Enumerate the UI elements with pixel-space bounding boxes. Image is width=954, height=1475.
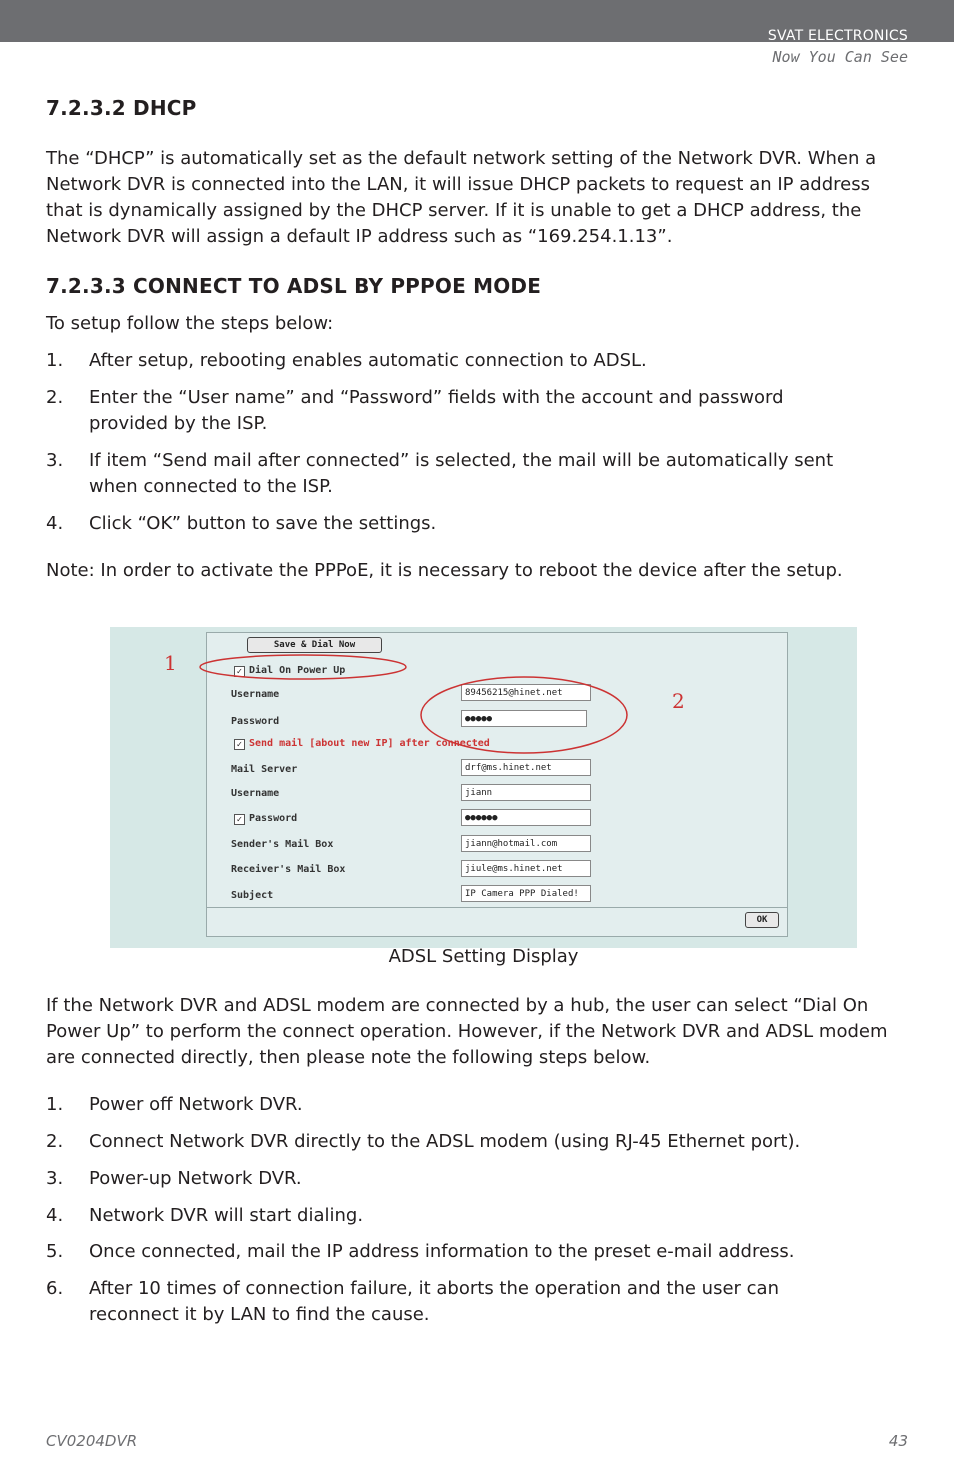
footer-model: CV0204DVR [46, 1432, 138, 1450]
list-text: Power-up Network DVR. [89, 1168, 302, 1189]
list-text: If item “Send mail after connected” is selected, the mail will be automatically sent when connected to the ISP. [89, 450, 834, 497]
mail-password-field[interactable]: ●●●●●● [461, 809, 591, 826]
ellipse-marker-1 [200, 655, 406, 679]
list-text: After setup, rebooting enables automatic connection to ADSL. [89, 350, 647, 371]
list-item [46, 1092, 846, 1118]
list-text: After 10 times of connection failure, it aborts the operation and the user can reconnect it by LAN to find the cause. [89, 1278, 779, 1325]
mail-username-field[interactable]: jiann [461, 784, 591, 801]
list-item [46, 1276, 826, 1328]
mail-server-label: Mail Server [231, 764, 298, 775]
pppoe-intro: To setup follow the steps below: [46, 313, 334, 334]
hub-paragraph: If the Network DVR and ADSL modem are connected by a hub, the user can select “Dial On Power Up” to perform the connect operation. However, if the Network DVR and ADSL modem are connected directly, then please note the following steps below. [46, 995, 888, 1068]
list-text: Once connected, mail the IP address information to the preset e-mail address. [89, 1241, 795, 1262]
list-number: 2. [46, 1131, 64, 1152]
sender-label: Sender's Mail Box [231, 839, 334, 850]
receiver-label: Receiver's Mail Box [231, 864, 346, 875]
dhcp-paragraph: The “DHCP” is automatically set as the default network setting of the Network DVR. When a Network DVR is connected into the LAN, it will issue DHCP packets to request an IP address that is dynamically assigned by the DHCP server. If it is unable to get a DHCP address, the Network DVR will assign a default IP address such as “169.254.1.13”. [46, 148, 877, 247]
list-item [46, 1129, 846, 1155]
list-number: 1. [46, 350, 64, 371]
dial-on-power-up-checkbox[interactable]: ✓ [234, 666, 245, 677]
mail-username-label: Username [231, 788, 280, 799]
list-item [46, 1239, 846, 1265]
annotation-ellipses [110, 627, 857, 948]
list-number: 5. [46, 1241, 64, 1262]
subject-field[interactable]: IP Camera PPP Dialed! [461, 885, 591, 902]
marker-2: 2 [672, 689, 685, 713]
note-paragraph: Note: In order to activate the PPPoE, it is necessary to reboot the device after the setup. [46, 560, 843, 581]
list-text: Click “OK” button to save the settings. [89, 513, 437, 534]
ellipse-marker-2 [421, 677, 627, 753]
brand-tagline: Now You Can See [772, 48, 908, 66]
sender-field[interactable]: jiann@hotmail.com [461, 835, 591, 852]
list-item [46, 348, 846, 374]
mail-server-field[interactable]: drf@ms.hinet.net [461, 759, 591, 776]
send-mail-checkbox[interactable]: ✓ [234, 739, 245, 750]
subject-label: Subject [231, 890, 274, 901]
list-number: 2. [46, 387, 64, 408]
list-item [46, 1203, 846, 1229]
list-item [46, 511, 846, 537]
list-number: 4. [46, 1205, 64, 1226]
username-field[interactable]: 89456215@hinet.net [461, 684, 591, 701]
list-text: Connect Network DVR directly to the ADSL modem (using RJ-45 Ethernet port). [89, 1131, 801, 1152]
save-dial-button[interactable]: Save & Dial Now [247, 637, 382, 653]
list-text: Enter the “User name” and “Password” fields with the account and password provided by the ISP. [89, 387, 784, 434]
list-text: Network DVR will start dialing. [89, 1205, 364, 1226]
username-label: Username [231, 689, 280, 700]
list-number: 4. [46, 513, 64, 534]
marker-1: 1 [164, 651, 177, 675]
page-number: 43 [888, 1432, 908, 1450]
list-number: 3. [46, 1168, 64, 1189]
list-number: 1. [46, 1094, 64, 1115]
mail-password-checkbox[interactable]: ✓ [234, 814, 245, 825]
list-number: 3. [46, 450, 64, 471]
send-mail-label: Send mail [about new IP] after connected [249, 738, 490, 749]
ok-button[interactable]: OK [745, 912, 779, 928]
list-text: Power off Network DVR. [89, 1094, 303, 1115]
list-item [46, 385, 826, 437]
brand-name: SVAT ELECTRONICS [767, 28, 908, 44]
dhcp-heading: 7.2.3.2 DHCP [46, 96, 197, 120]
dial-on-power-up-label: Dial On Power Up [249, 665, 346, 676]
list-number: 6. [46, 1278, 64, 1299]
password-label: Password [231, 716, 280, 727]
receiver-field[interactable]: jiule@ms.hinet.net [461, 860, 591, 877]
adsl-settings-screenshot [110, 627, 857, 948]
list-item [46, 1166, 846, 1192]
mail-password-label: Password [249, 813, 298, 824]
list-item [46, 448, 846, 500]
pppoe-heading: 7.2.3.3 CONNECT TO ADSL BY PPPOE MODE [46, 274, 542, 298]
figure-caption: ADSL Setting Display [388, 946, 579, 967]
password-field[interactable]: ●●●●● [461, 710, 587, 727]
